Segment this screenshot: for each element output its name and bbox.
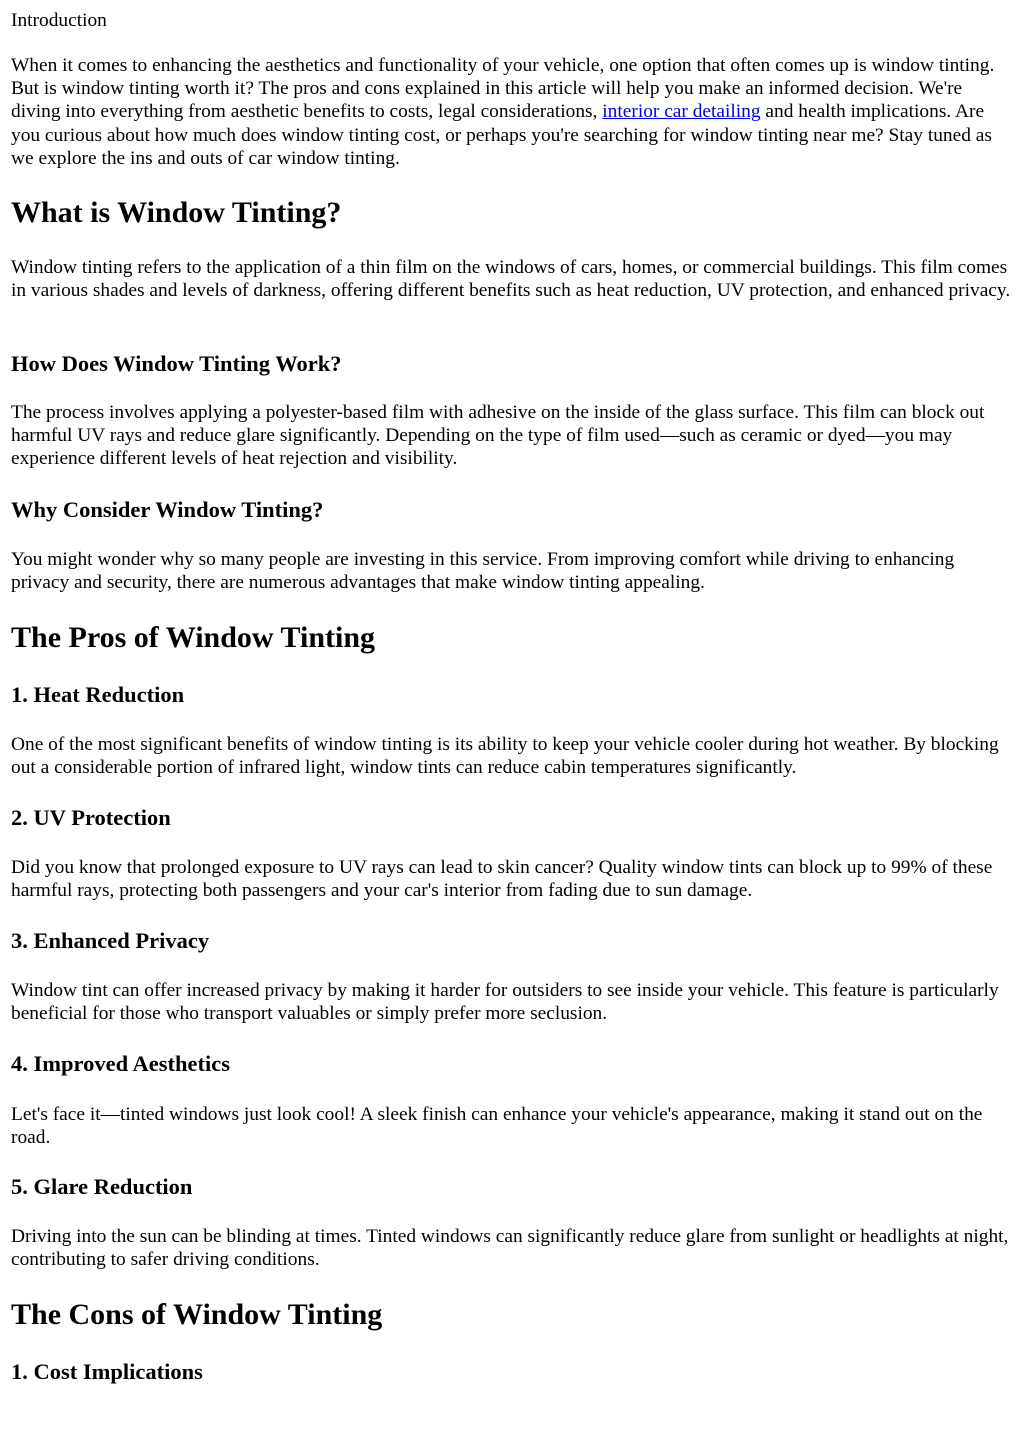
paragraph-improved-aesthetics: Let's face it—tinted windows just look cool! A sleek finish can enhance your vehicle's appearance, making it stand out on the road. [11,1104,983,1149]
heading-how-does-window-tinting-work: How Does Window Tinting Work? [11,351,342,376]
heading-glare-reduction: 5. Glare Reduction [11,1174,193,1199]
intro-paragraph [11,54,1015,170]
paragraph-glare-reduction: Driving into the sun can be blinding at times. Tinted windows can significantly reduce glare from sunlight or headlights at night, contributing to safer driving conditions. [11,1226,1009,1271]
intro-text-after-link: and health implications. Are you curious about how much does window tinting cost, or perhaps you're searching for window tinting near me? Stay tuned as we explore the ins and outs of car window tinting. [11,101,992,169]
paragraph-enhanced-privacy: Window tint can offer increased privacy by making it harder for outsiders to see inside your vehicle. This feature is particularly beneficial for those who transport valuables or simply prefer more seclusion. [11,980,999,1025]
paragraph-uv-protection: Did you know that prolonged exposure to UV rays can lead to skin cancer? Quality window tints can block up to 99% of these harmful rays, protecting both passengers and your car's interior from fading due to sun damage. [11,857,993,902]
paragraph-how-does-window-tinting-work: The process involves applying a polyester-based film with adhesive on the inside of the glass surface. This film can block out harmful UV rays and reduce glare significantly. Depending on the type of film used—such as ceramic or dyed—you may experience different levels of heat rejection and visibility. [11,402,985,470]
heading-improved-aesthetics: 4. Improved Aesthetics [11,1051,230,1076]
intro-label: Introduction [11,10,107,31]
interior-car-detailing-link[interactable]: interior car detailing [602,101,761,123]
paragraph-what-is-window-tinting: Window tinting refers to the application of a thin film on the windows of cars, homes, or commercial buildings. This film comes in various shades and levels of darkness, offering different benefits such as heat reduction, UV protection, and enhanced privacy. [11,257,1011,302]
heading-enhanced-privacy: 3. Enhanced Privacy [11,928,210,953]
heading-cost-implications: 1. Cost Implications [11,1359,203,1384]
heading-what-is-window-tinting: What is Window Tinting? [11,196,342,229]
heading-cons-of-window-tinting: The Cons of Window Tinting [11,1298,383,1331]
heading-heat-reduction: 1. Heat Reduction [11,682,185,707]
heading-why-consider-window-tinting: Why Consider Window Tinting? [11,497,324,522]
heading-pros-of-window-tinting: The Pros of Window Tinting [11,621,376,654]
intro-text-before-link: When it comes to enhancing the aesthetics and functionality of your vehicle, one option that often comes up is window tinting. But is window tinting worth it? The pros and cons explained in this article will help you make an informed decision. We're diving into everything from aesthetic benefits to costs, legal considerations, [11,55,995,123]
heading-uv-protection: 2. UV Protection [11,805,171,830]
paragraph-why-consider-window-tinting: You might wonder why so many people are investing in this service. From improving comfort while driving to enhancing privacy and security, there are numerous advantages that make window tinting appealing. [11,549,955,594]
paragraph-heat-reduction: One of the most significant benefits of window tinting is its ability to keep your vehicle cooler during hot weather. By blocking out a considerable portion of infrared light, window tints can reduce cabin temperatures significantly. [11,734,999,779]
